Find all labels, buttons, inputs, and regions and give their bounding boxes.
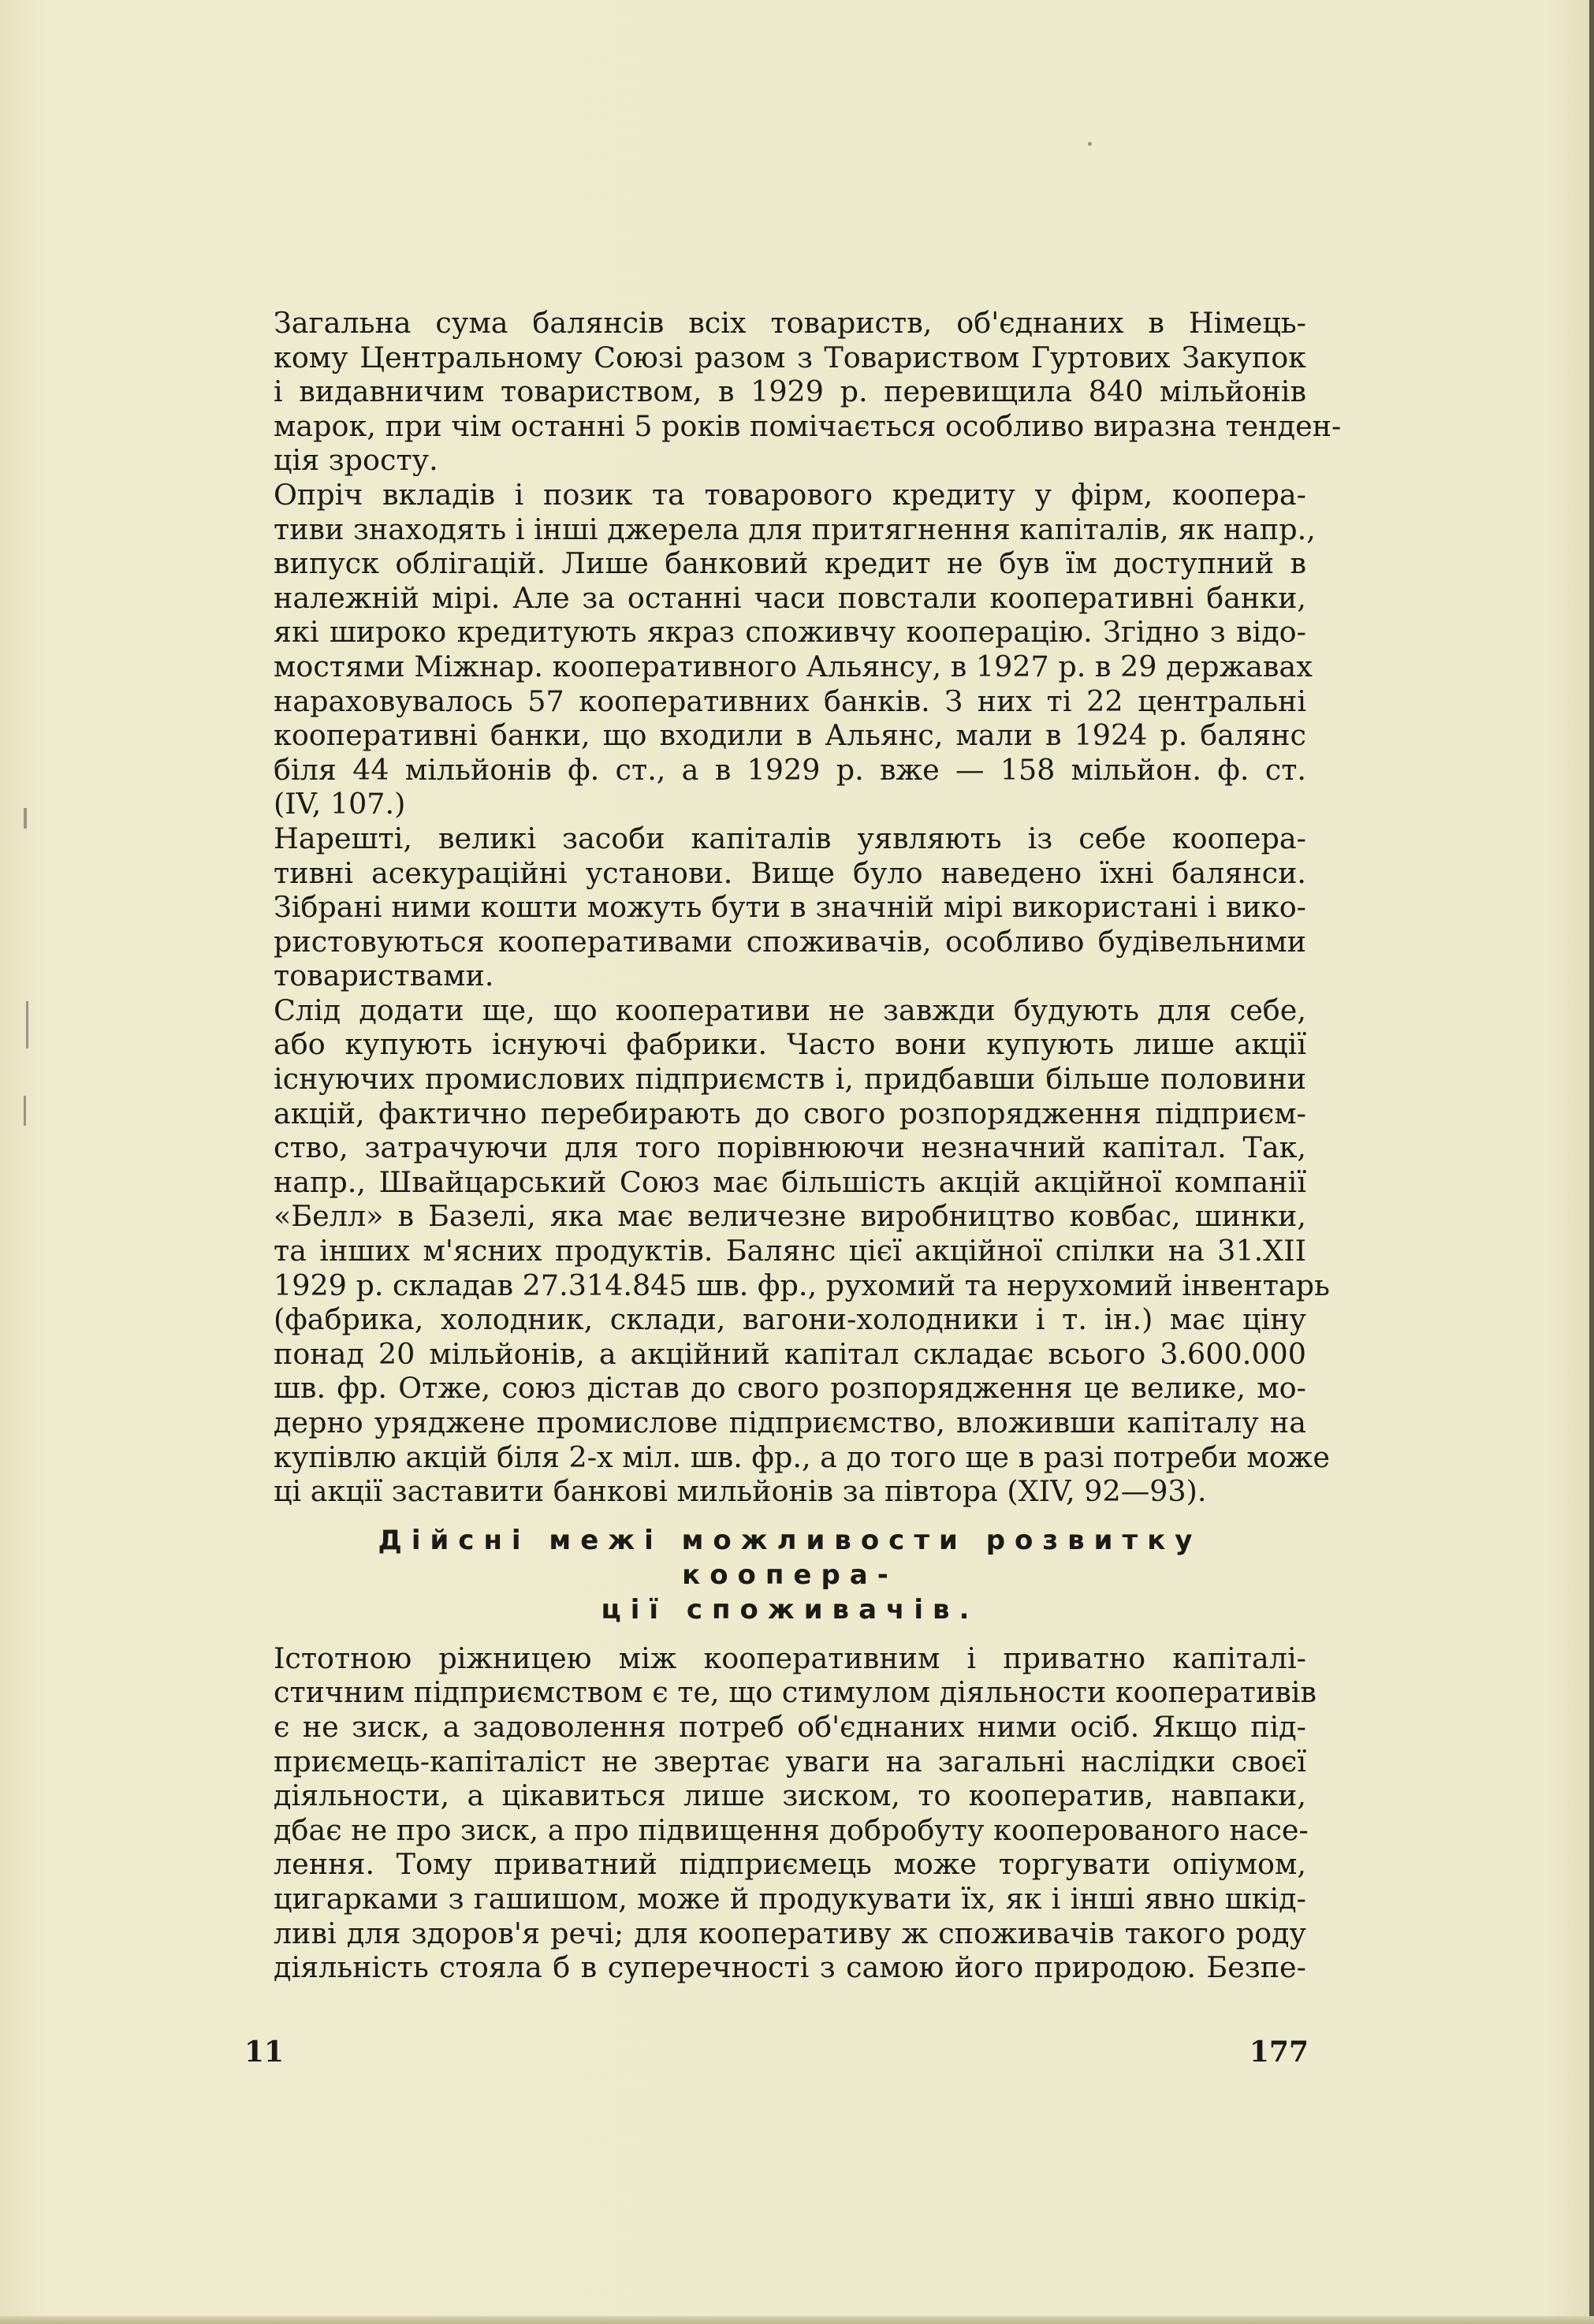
paragraph-1 [274,306,1342,478]
text-line: купівлю акцій біля 2-х міл. шв. фр., а до того ще в разі потреби може [274,1439,1330,1474]
text-line: існуючих промислових підприємств і, придбавши більше половини [274,1062,1306,1097]
text-line: кому Центральному Союзі разом з Товариством Гуртових Закупок [274,340,1306,374]
text-line: тивні асекураційні установи. Вище було наведено їхні балянси. [274,855,1306,890]
text-line: Опріч вкладів і позик та товарового кредиту у фірм, коопера- [274,477,1306,512]
text-line: Загальна сума балянсів всіх товариств, об'єднаних в Німець- [274,306,1306,340]
text-line: 1929 р. складав 27.314.845 шв. фр., рухомий та нерухомий інвентарь [274,1268,1330,1302]
paragraph-5 [274,1641,1317,1985]
margin-mark [24,808,27,829]
page-edge-shadow [1589,0,1594,2324]
heading-line: ції споживачів. [601,1593,979,1626]
text-line: Істотною ріжницею між кооперативним і приватно капіталі- [274,1641,1306,1675]
text-line: ристовуються кооперативами споживачів, особливо будівельними [274,924,1306,959]
page-bottom-edge [0,2316,1594,2324]
text-line: і видавничим товариством, в 1929 р. перевищила 840 мільйонів [274,374,1306,409]
speck [1088,142,1092,146]
text-line: тиви знаходять і інші джерела для притягнення капіталів, як напр., [274,512,1316,546]
page-number: 177 [1249,2035,1309,2069]
text-line: «Белл» в Базелі, яка має величезне виробництво ковбас, шинки, [274,1199,1306,1234]
text-line: акцій, фактично перебирають до свого розпорядження підприєм- [274,1096,1306,1130]
text-line: стичним підприємством є те, що стимулом діяльности кооперативів [274,1675,1317,1710]
text-line: мостями Міжнар. кооперативного Альянсу, в 1927 р. в 29 державах [274,649,1313,683]
text-line: Слід додати ще, що кооперативи не завжди будують для себе, [274,993,1306,1027]
text-line: біля 44 мільйонів ф. ст., а в 1929 р. вже — 158 мільйон. ф. ст. [274,752,1306,787]
text-line: та інших м'ясних продуктів. Балянс цієї акційної спілки на 31.XII [274,1234,1306,1268]
text-line: товариствами. [274,959,494,993]
page-footer [0,2035,1594,2075]
text-line: марок, при чім останні 5 років помічається особливо виразна тенден- [274,408,1342,443]
text-line: лення. Тому приватний підприємець може торгувати опіумом, [274,1847,1306,1882]
text-line: є не зиск, а задоволення потреб об'єднаних ними осіб. Якщо під- [274,1709,1306,1744]
text-line: (IV, 107.) [274,787,406,821]
text-line: ці акції заставити банкові мильйонів за півтора (XIV, 92—93). [274,1474,1207,1509]
body-text [274,306,1342,1985]
paragraph-2 [274,477,1316,821]
margin-mark [26,1001,28,1048]
text-line: або купують існуючі фабрики. Часто вони купують лише акції [274,1027,1306,1062]
text-line: ція зросту. [274,443,438,478]
text-line: шв. фр. Отже, союз дістав до свого розпорядження це велике, мо- [274,1371,1306,1406]
paragraph-4 [274,993,1330,1509]
text-line: ливі для здоров'я речі; для кооперативу ж споживачів такого роду [274,1916,1306,1950]
text-line: дбає не про зиск, а про підвищення добробуту кооперованого насе- [274,1812,1309,1847]
section-heading [274,1523,1306,1627]
text-line: діяльність стояла б в суперечності з самою його природою. Безпе- [274,1950,1306,1985]
text-line: які широко кредитують якраз споживчу кооперацію. Згідно з відо- [274,615,1306,650]
text-line: належній мірі. Але за останні часи повстали кооперативні банки, [274,580,1306,615]
text-line: Зібрані ними кошти можуть бути в значній мірі використані і вико- [274,890,1306,925]
text-line: Нарешті, великі засоби капіталів уявляють із себе коопера- [274,821,1306,855]
paragraph-3 [274,821,1306,993]
text-line: ство, затрачуючи для того порівнюючи незначний капітал. Так, [274,1130,1306,1165]
text-line: напр., Швайцарський Союз має більшість акцій акційної компанії [274,1164,1306,1199]
text-line: приємець-капіталіст не звертає уваги на загальні наслідки своєї [274,1744,1306,1778]
text-line: діяльности, а цікавиться лише зиском, то кооператив, навпаки, [274,1778,1306,1813]
heading-line: Дійсні межі можливости розвитку коопера- [378,1524,1202,1591]
signature-mark: 11 [244,2035,285,2069]
margin-mark [24,1096,26,1126]
text-line: нараховувалось 57 кооперативних банків. З них ті 22 центральні [274,683,1306,718]
text-line: понад 20 мільйонів, а акційний капітал складає всього 3.600.000 [274,1336,1306,1371]
text-line: (фабрика, холодник, склади, вагони-холодники і т. ін.) має ціну [274,1302,1306,1337]
text-line: кооперативні банки, що входили в Альянс, мали в 1924 р. балянс [274,718,1306,753]
text-line: цигарками з гашишом, може й продукувати їх, як і інші явно шкід- [274,1881,1306,1916]
text-line: випуск облігацій. Лише банковий кредит не був їм доступний в [274,546,1306,581]
text-line: дерно уряджене промислове підприємство, вложивши капіталу на [274,1406,1306,1439]
